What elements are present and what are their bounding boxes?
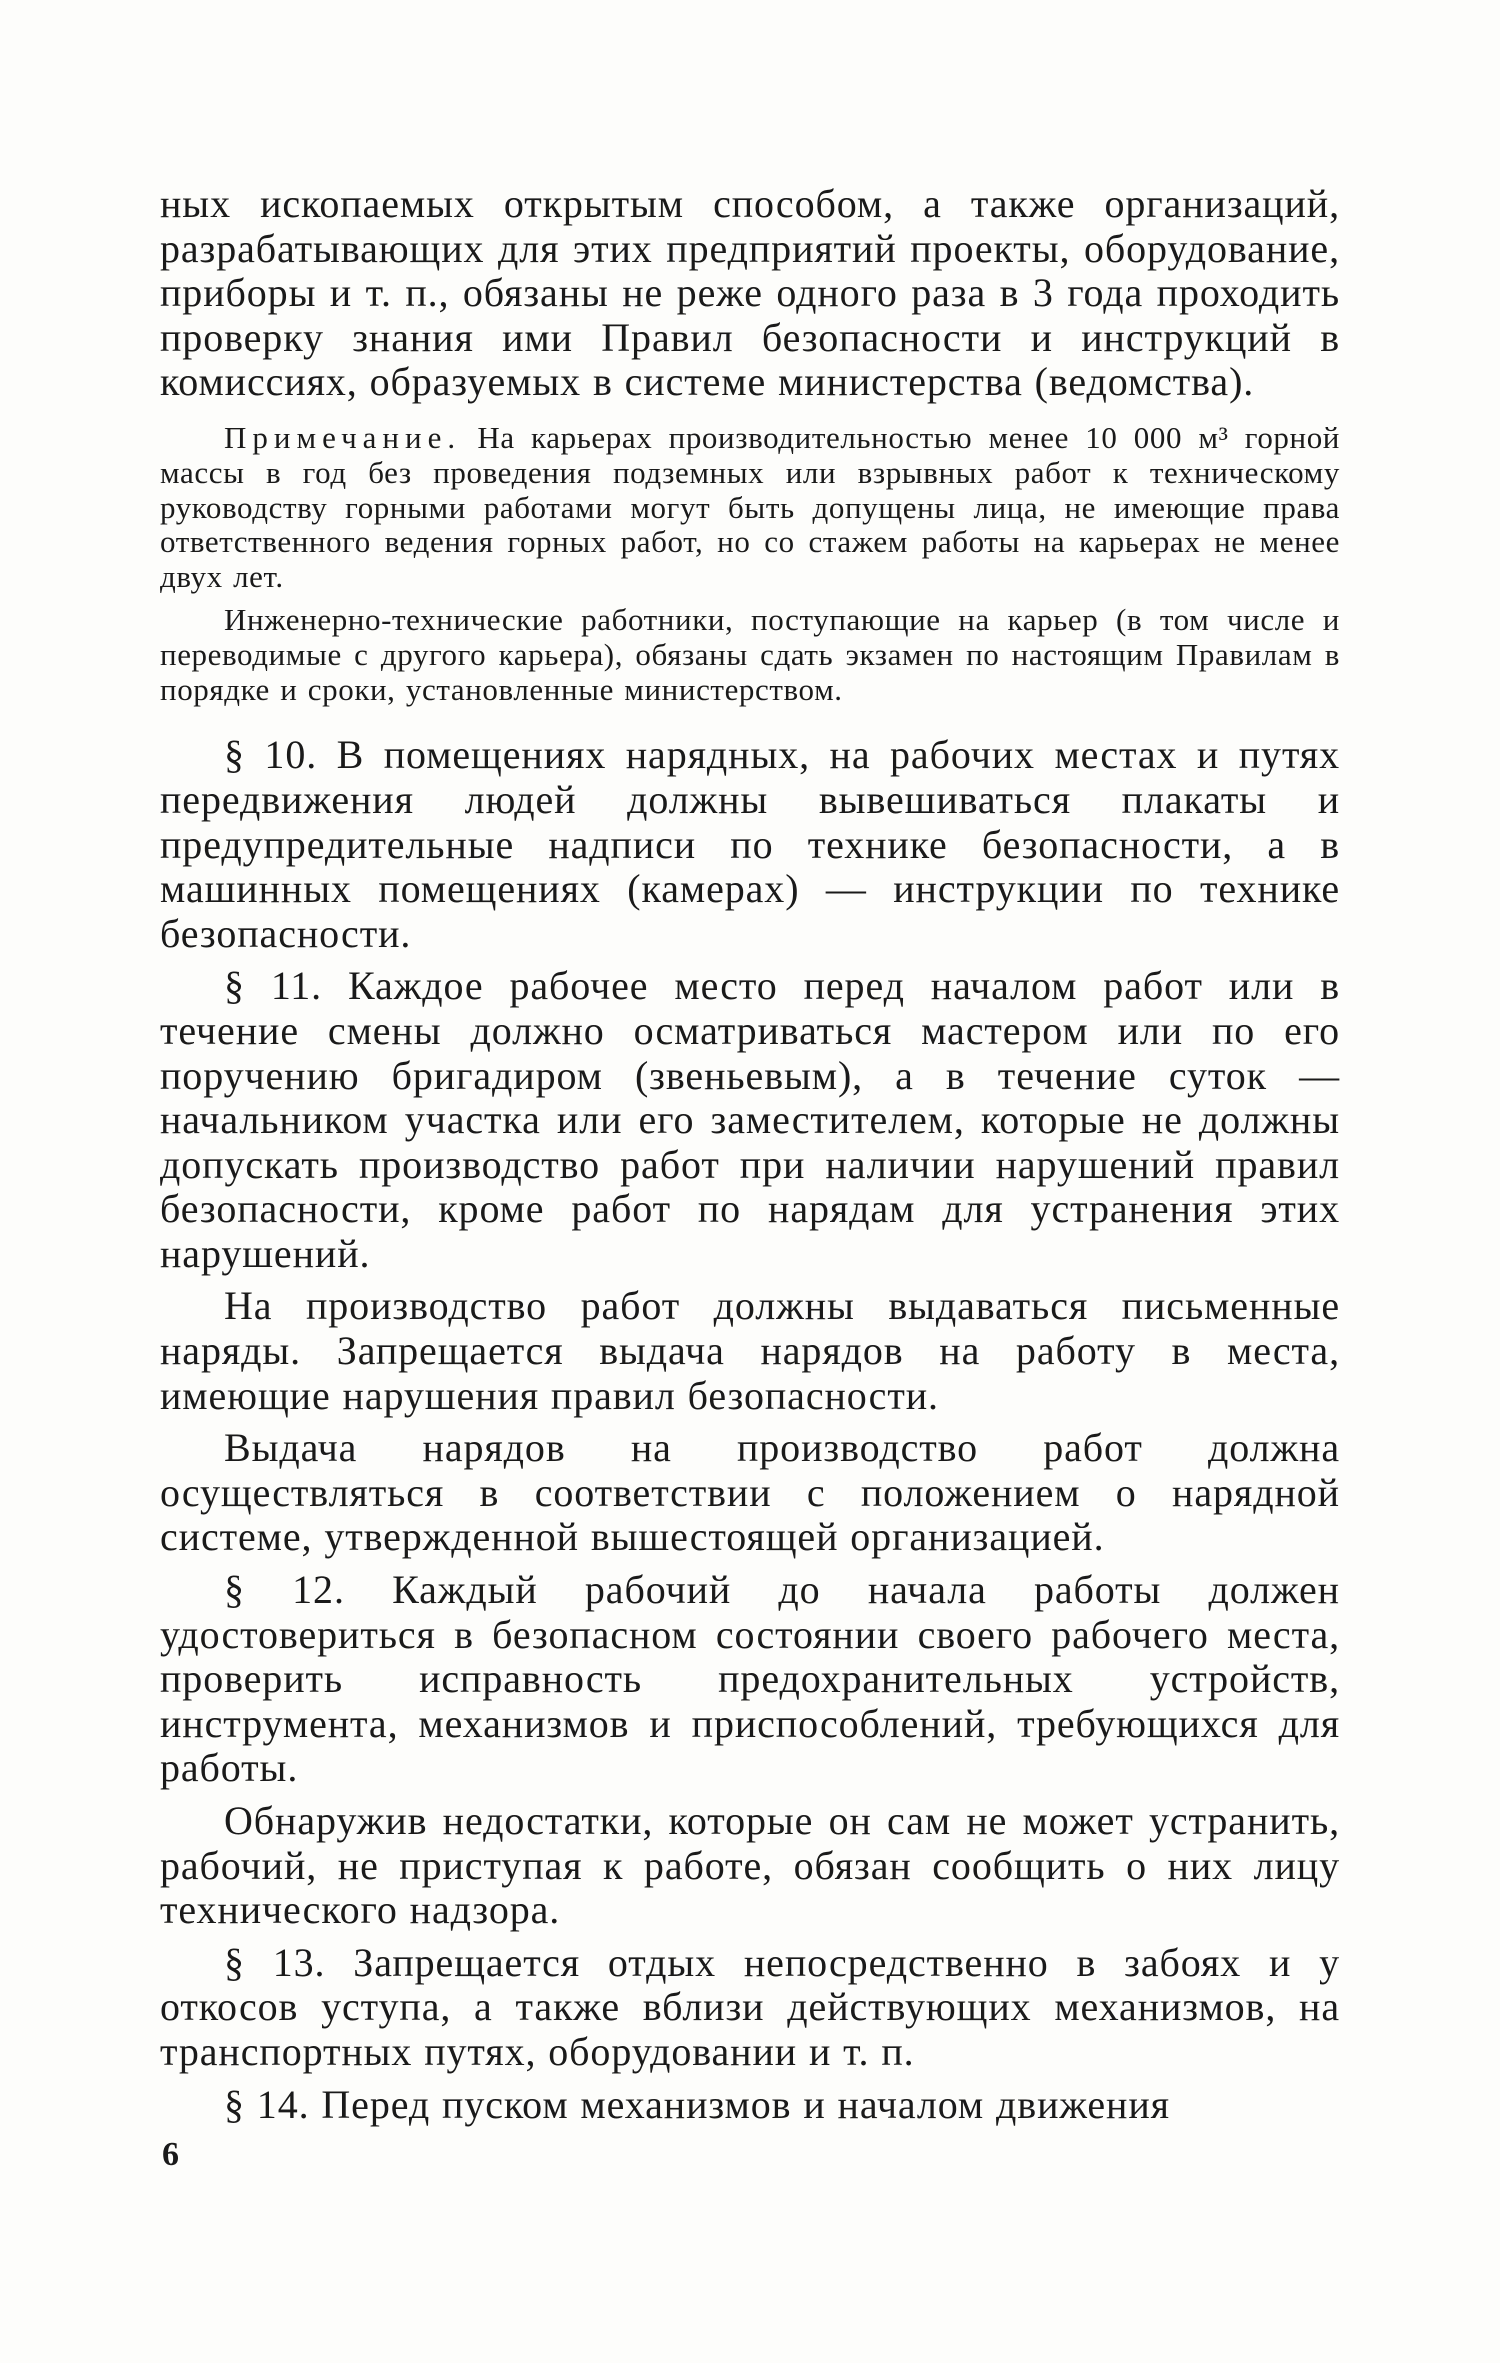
section-11-paragraph: § 11. Каждое рабочее место перед началом работ или в течение смены должно осматриваться мастером или по его поручению бригадиром (звеньевым), а в течение суток — начальником участка или его заместителем, которые не должны допускать производство работ при наличии нарушений правил безопасности, кроме работ по нарядам для устранения этих нарушений. (160, 963, 1340, 1276)
spacer (160, 707, 1340, 733)
section-14-paragraph: § 14. Перед пуском механизмов и началом движения (224, 2081, 1170, 2127)
section-13-paragraph: § 13. Запрещается отдых непосредственно в забоях и у откосов уступа, а также вблизи действующих механизмов, на транспортных путях, оборудовании и т. п. (160, 1939, 1340, 2074)
note-paragraph (160, 421, 1340, 595)
note-label: Примечание. (224, 419, 462, 455)
text-column (160, 182, 1340, 2127)
page-number: 6 (162, 2136, 179, 2173)
section-12-defects-paragraph: Обнаружив недостатки, которые он сам не может устранить, рабочий, не приступая к работе, обязан сообщить о них лицу технического надзора. (160, 1798, 1340, 1933)
engineers-note-paragraph: Инженерно-технические работники, поступающие на карьер (в том числе и переводимые с другого карьера), обязаны сдать экзамен по настоящим Правилам в порядке и сроки, установленные министерством. (160, 601, 1340, 707)
section-10-paragraph: § 10. В помещениях нарядных, на рабочих местах и путях передвижения людей должны вывешиваться плакаты и предупредительные надписи по технике безопасности, а в машинных помещениях (камерах) — инструкции по технике безопасности. (160, 732, 1340, 956)
section-11-orders-paragraph: На производство работ должны выдаваться письменные наряды. Запрещается выдача нарядов на работу в места, имеющие нарушения правил безопасности. (160, 1283, 1340, 1418)
section-12-paragraph: § 12. Каждый рабочий до начала работы должен удостовериться в безопасном состоянии своего рабочего места, проверить исправность предохранительных устройств, инструмента, механизмов и приспособлений, требующихся для работы. (160, 1567, 1340, 1791)
section-11-system-paragraph: Выдача нарядов на производство работ должна осуществляться в соответствии с положением о нарядной системе, утвержденной вышестоящей организацией. (160, 1425, 1340, 1560)
note-text: На карьерах производительностью менее 10 000 м³ горной массы в год без проведения подземных или взрывных работ к техническому руководству горными работами могут быть допущены лица, не имеющие права ответственного ведения горных работ, но со стажем работы на карьерах не менее двух лет. (160, 419, 1340, 595)
intro-paragraph: ных ископаемых открытым способом, а также организаций, разрабатывающих для этих предприятий проекты, оборудование, приборы и т. п., обязаны не реже одного раза в 3 года проходить проверку знания ими Правил безопасности и инструкций в комиссиях, образуемых в системе министерства (ведомства). (160, 181, 1340, 405)
